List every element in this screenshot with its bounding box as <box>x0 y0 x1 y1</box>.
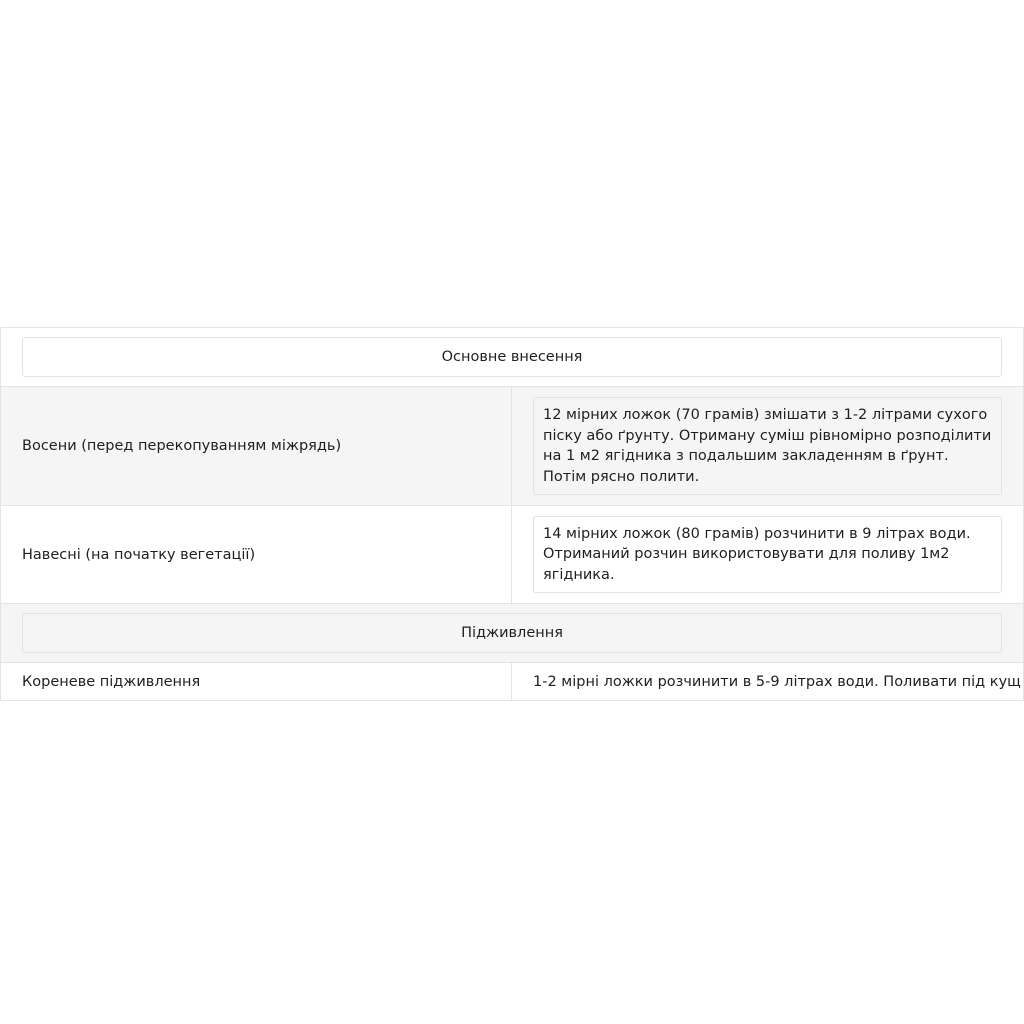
section-title: Основне внесення <box>441 349 583 365</box>
row-value: 14 мірних ложок (80 грамів) розчинити в 9 літрах води. Отриманий розчин використовувати для поливу 1м2 ягідника. <box>533 516 1002 594</box>
section-title: Підживлення <box>461 625 563 641</box>
table-row-root-feeding <box>1 663 1023 700</box>
row-label: Восени (перед перекопуванням міжрядь) <box>22 438 342 454</box>
table-row-autumn <box>1 387 1023 506</box>
row-value-cell <box>512 387 1023 505</box>
section-title-box <box>22 337 1002 377</box>
row-label: Кореневе підживлення <box>22 673 201 690</box>
row-label-cell <box>1 663 512 700</box>
row-label-cell <box>1 506 512 603</box>
row-value: 1-2 мірні ложки розчинити в 5-9 літрах води. Поливати під кущ <box>533 673 1021 690</box>
section-title-box <box>22 613 1002 653</box>
table-row-spring <box>1 506 1023 604</box>
row-label-cell <box>1 387 512 505</box>
section-header-top-dressing <box>1 604 1023 663</box>
row-value: 12 мірних ложок (70 грамів) змішати з 1-2 літрами сухого піску або ґрунту. Отриману суміш рівномірно розподілити на 1 м2 ягідника з подальшим закладенням в ґрунт. Потім рясно полити. <box>533 397 1002 495</box>
row-value-cell <box>512 506 1023 603</box>
fertilizer-usage-table <box>0 327 1024 701</box>
section-header-main-application <box>1 328 1023 387</box>
row-value-cell <box>512 663 1024 700</box>
row-label: Навесні (на початку вегетації) <box>22 546 256 563</box>
